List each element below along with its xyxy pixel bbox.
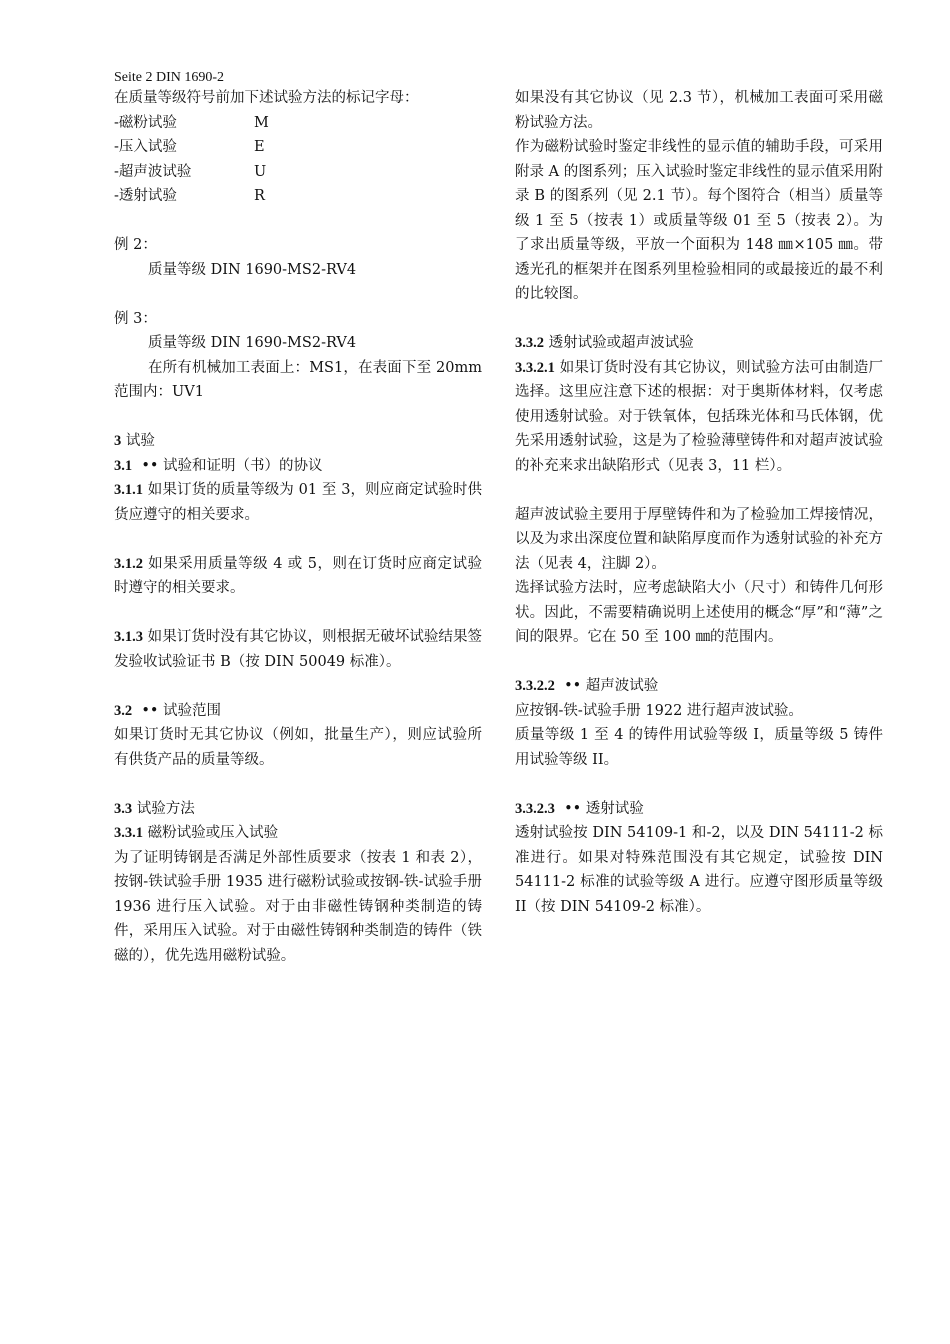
section-3-1-1 (114, 478, 482, 527)
example-3-text: 在所有机械加工表面上：MS1，在表面下至 20mm 范围内：UV1 (114, 359, 482, 400)
section-3-1-2 (114, 552, 482, 601)
code-label: -透射试验 (114, 188, 177, 204)
section-title: 试验方法 (136, 800, 195, 817)
code-label: -压入试验 (114, 139, 177, 155)
section-title: •• 超声波试验 (564, 678, 659, 694)
left-column (114, 86, 482, 968)
paragraph-3: 超声波试验主要用于厚壁铸件和为了检验加工焊接情况，以及为求出深度位置和缺陷厚度而作为透射试验的补充方法（见表 4，注脚 2）。 (515, 506, 883, 572)
section-number: 3.3.2.2 (515, 678, 555, 694)
section-title: •• 试验和证明（书）的协议 (141, 457, 323, 474)
paragraph-4: 选择试验方法时，应考虑缺陷大小（尺寸）和铸件几何形状。因此，不需要精确说明上述使用的概念“厚”和“薄”之间的限界。它在 50 至 100 ㎜的范围内。 (515, 580, 883, 645)
paragraph-text: 如果订货时没有其它协议，则试验方法可由制造厂选择。这里应注意下述的根据：对于奥斯体材料，仅考虑使用透射试验。对于铁氧体，包括珠光体和马氏体钢，优先采用透射试验，这是为了检验薄壁铸件和对超声波试验的补充来求出缺陷形式（见表 3，11 栏）。 (515, 359, 884, 474)
section-title: •• 透射试验 (564, 800, 644, 817)
code-row (114, 135, 482, 160)
section-3-3-1-text: 为了证明铸钢是否满足外部性质要求（按表 1 和表 2），按钢-铁试验手册 1935 进行磁粉试验或按钢-铁-试验手册 1936 进行压入试验。对于由非磁性铸钢种类制造的铸件，采用压入试验。对于由磁性铸钢种类制造的铸件（铁磁的），优先选用磁粉试验。 (114, 849, 482, 964)
code-letter: U (254, 163, 267, 180)
section-number: 3.3.2.3 (515, 800, 555, 817)
code-row (114, 111, 482, 136)
example-2-line: 质量等级 DIN 1690-MS2-RV4 (148, 261, 357, 278)
section-3-3-heading (114, 797, 482, 822)
section-number: 3 (114, 433, 122, 449)
right-column (515, 86, 883, 919)
section-3-2-text: 如果订货时无其它协议（例如，批量生产），则应试验所有供货产品的质量等级。 (114, 727, 482, 768)
test-method-codes (114, 111, 482, 209)
section-3-3-1-heading (114, 821, 482, 846)
paragraph-2: 作为磁粉试验时鉴定非线性的显示值的辅助手段，可采用附录 A 的图系列；压入试验时鉴定非线性的显示值采用附录 B 的图系列（见 2.1 节）。每个图符合（相当）质量等级 1 至 5（按表 1）或质量等级 01 至 5（按表 2）。为了求出质量等级，平放一个面积为 148 ㎜×105 ㎜。带透光孔的框架并在图系列里检验相同的或最接近的最不利的比较图。 (515, 139, 883, 302)
section-number: 3.1.1 (114, 482, 143, 498)
section-3-heading (114, 429, 482, 454)
page-header: Seite 2 DIN 1690-2 (114, 70, 225, 85)
example-3-title: 例 3： (114, 310, 157, 327)
section-3-3-2-heading (515, 331, 883, 356)
paragraph-text: 如果订货的质量等级为 01 至 3，则应商定试验时供货应遵守的相关要求。 (114, 482, 482, 523)
paragraph-text: 如果采用质量等级 4 或 5，则在订货时应商定试验时遵守的相关要求。 (114, 555, 483, 596)
code-letter: R (254, 188, 265, 204)
section-3-3-2-1 (515, 356, 883, 479)
code-row (114, 184, 482, 209)
example-2-title: 例 2： (114, 237, 157, 253)
section-3-1-3 (114, 625, 482, 674)
section-title: 磁粉试验或压入试验 (147, 825, 279, 841)
section-number: 3.1 (114, 457, 133, 474)
code-letter: M (254, 114, 269, 131)
code-label: -磁粉试验 (114, 114, 177, 131)
code-label: -超声波试验 (114, 163, 192, 180)
section-3-1-heading (114, 454, 482, 479)
code-row (114, 160, 482, 185)
section-number: 3.3.2.1 (515, 359, 555, 376)
section-number: 3.1.3 (114, 629, 143, 645)
section-3-3-2-2-text-1: 应按钢-铁-试验手册 1922 进行超声波试验。 (515, 702, 803, 719)
section-number: 3.3.2 (515, 335, 544, 351)
example-3-line: 质量等级 DIN 1690-MS2-RV4 (148, 335, 357, 351)
intro-text: 在质量等级符号前加下述试验方法的标记字母： (114, 90, 419, 106)
section-number: 3.1.2 (114, 555, 143, 572)
paragraph-1: 如果没有其它协议（见 2.3 节），机械加工表面可采用磁粉试验方法。 (515, 90, 883, 131)
section-3-3-2-3-text: 透射试验按 DIN 54109-1 和-2，以及 DIN 54111-2 标准进行。如果对特殊范围没有其它规定，试验按 DIN 54111-2 标准的试验等级 A 进行。应遵守图形质量等级 II（按 DIN 54109-2 标准）。 (515, 825, 883, 915)
section-3-3-2-2-heading (515, 674, 883, 699)
section-number: 3.3.1 (114, 825, 143, 841)
section-number: 3.2 (114, 702, 133, 719)
code-letter: E (254, 139, 265, 155)
section-number: 3.3 (114, 800, 133, 817)
section-title: 透射试验或超声波试验 (548, 335, 694, 351)
section-title: 试验 (125, 433, 155, 449)
section-3-2-heading (114, 699, 482, 724)
section-3-3-2-2-text-2: 质量等级 1 至 4 的铸件用试验等级 I，质量等级 5 铸件用试验等级 II。 (515, 727, 883, 768)
paragraph-text: 如果订货时没有其它协议，则根据无破坏试验结果签发验收试验证书 B（按 DIN 50049 标准）。 (114, 629, 483, 670)
section-title: •• 试验范围 (141, 702, 222, 719)
section-3-3-2-3-heading (515, 797, 883, 822)
